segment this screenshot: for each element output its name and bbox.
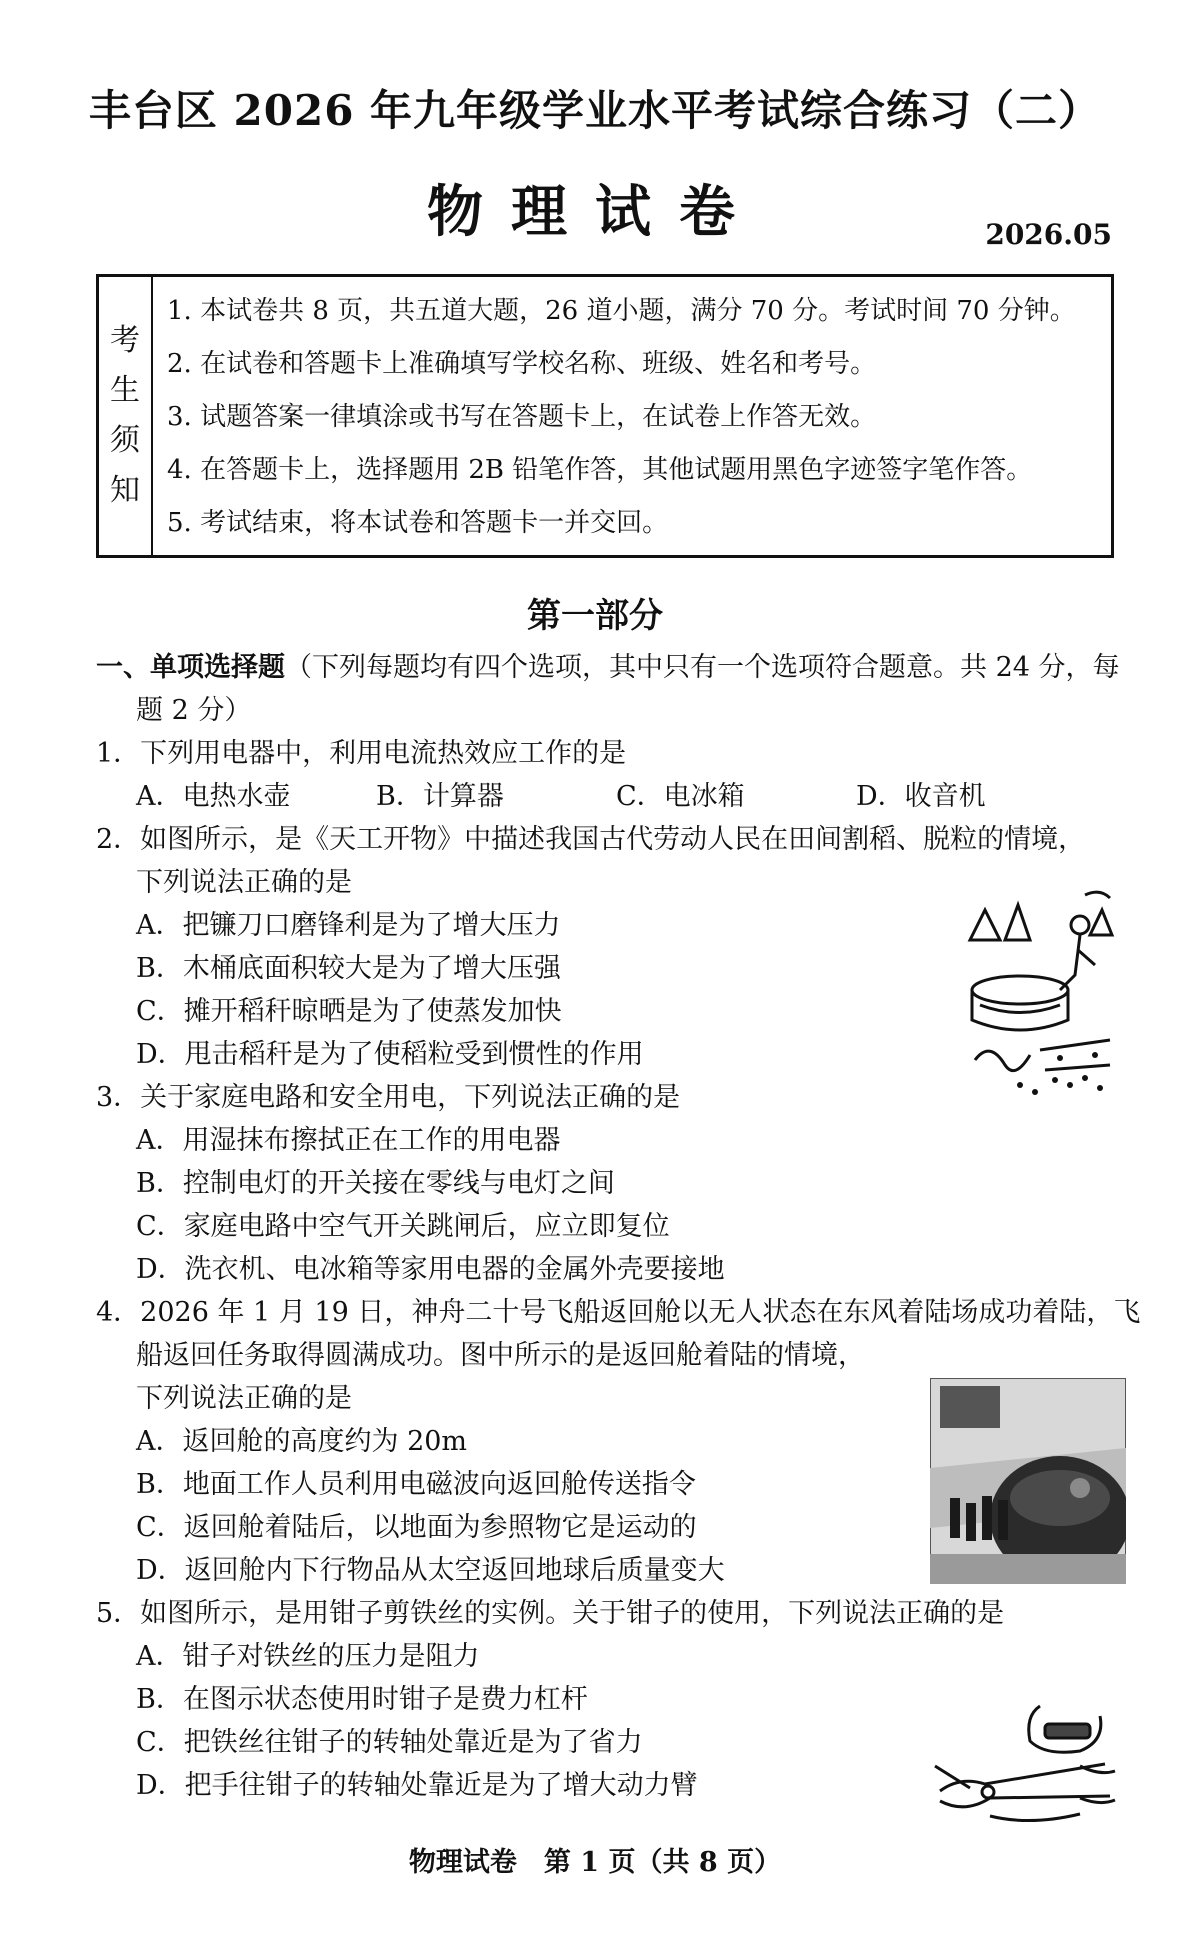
option: D．把手往钳子的转轴处靠近是为了增大动力臂 — [136, 1770, 698, 1801]
notice-items — [153, 277, 1111, 555]
question-3-stem: 3．关于家庭电路和安全用电，下列说法正确的是 — [96, 1082, 681, 1113]
notice-label-char: 须 — [110, 423, 140, 458]
notice-label-char: 考 — [110, 323, 140, 358]
option: D．洗衣机、电冰箱等家用电器的金属外壳要接地 — [136, 1254, 725, 1285]
option: B．控制电灯的开关接在零线与电灯之间 — [136, 1168, 615, 1199]
notice-label — [99, 277, 153, 555]
notice-item: 5. 考试结束，将本试卷和答题卡一并交回。 — [167, 508, 669, 538]
questions-area — [96, 646, 1141, 1807]
section-heading — [96, 646, 1120, 689]
section-heading-text: （下列每题均有四个选项，其中只有一个选项符合题意。共 24 分，每 — [285, 652, 1120, 683]
question-2-stem-cont: 下列说法正确的是 — [136, 867, 352, 898]
question-2-stem: 2．如图所示，是《天工开物》中描述我国古代劳动人民在田间割稻、脱粒的情境， — [96, 824, 1086, 855]
question-1-stem: 1．下列用电器中，利用电流热效应工作的是 — [96, 738, 627, 769]
question-5-stem: 5．如图所示，是用钳子剪铁丝的实例。关于钳子的使用，下列说法正确的是 — [96, 1598, 1005, 1629]
page-footer: 物理试卷 第 1 页（共 8 页） — [408, 1847, 782, 1878]
option: A．返回舱的高度约为 20m — [136, 1426, 468, 1457]
option: A．用湿抹布擦拭正在工作的用电器 — [136, 1125, 561, 1156]
question-4-stem-cont: 船返回任务取得圆满成功。图中所示的是返回舱着陆的情境， — [136, 1340, 865, 1371]
option: D．返回舱内下行物品从太空返回地球后质量变大 — [136, 1555, 725, 1586]
option: C．家庭电路中空气开关跳闸后，应立即复位 — [136, 1211, 670, 1242]
section-heading-cont: 题 2 分） — [136, 695, 252, 726]
option: C．返回舱着陆后，以地面为参照物它是运动的 — [136, 1512, 697, 1543]
question-4-stem-cont: 下列说法正确的是 — [136, 1383, 352, 1414]
section-heading-label: 一、单项选择题 — [96, 652, 285, 683]
option: B．在图示状态使用时钳子是费力杠杆 — [136, 1684, 588, 1715]
question-1-options — [96, 775, 1116, 818]
option: B．木桶底面积较大是为了增大压强 — [136, 953, 561, 984]
return-capsule-photo — [930, 1378, 1126, 1584]
subject-title: 物理试卷 — [427, 179, 763, 245]
exam-date: 2026.05 — [985, 218, 1112, 251]
notice-box — [96, 274, 1114, 558]
option: D．甩击稻秆是为了使稻粒受到惯性的作用 — [136, 1039, 644, 1070]
threshing-illustration — [960, 880, 1120, 1100]
question-4-stem: 4．2026 年 1 月 19 日，神舟二十号飞船返回舱以无人状态在东风着陆场成功着陆，飞 — [96, 1297, 1141, 1328]
option: D．收音机 — [856, 781, 986, 812]
notice-item: 3. 试题答案一律填涂或书写在答题卡上，在试卷上作答无效。 — [167, 402, 877, 432]
notice-label-char: 生 — [110, 373, 140, 408]
notice-item: 4. 在答题卡上，选择题用 2B 铅笔作答，其他试题用黑色字迹签字笔作答。 — [167, 455, 1033, 485]
option: C．电冰箱 — [616, 781, 745, 812]
pliers-illustration — [930, 1696, 1120, 1826]
option: B．计算器 — [376, 781, 504, 812]
option: C．摊开稻秆晾晒是为了使蒸发加快 — [136, 996, 562, 1027]
option: C．把铁丝往钳子的转轴处靠近是为了省力 — [136, 1727, 643, 1758]
option: B．地面工作人员利用电磁波向返回舱传送指令 — [136, 1469, 696, 1500]
notice-item: 2. 在试卷和答题卡上准确填写学校名称、班级、姓名和考号。 — [167, 349, 877, 379]
notice-label-char: 知 — [110, 473, 140, 508]
option: A．电热水壶 — [136, 781, 291, 812]
part-title: 第一部分 — [527, 596, 663, 636]
option: A．钳子对铁丝的压力是阻力 — [136, 1641, 480, 1672]
notice-item: 1. 本试卷共 8 页，共五道大题，26 道小题，满分 70 分。考试时间 70 分钟。 — [167, 296, 1076, 326]
option: A．把镰刀口磨锋利是为了增大压力 — [136, 910, 561, 941]
exam-title: 丰台区 2026 年九年级学业水平考试综合练习（二） — [88, 86, 1102, 135]
